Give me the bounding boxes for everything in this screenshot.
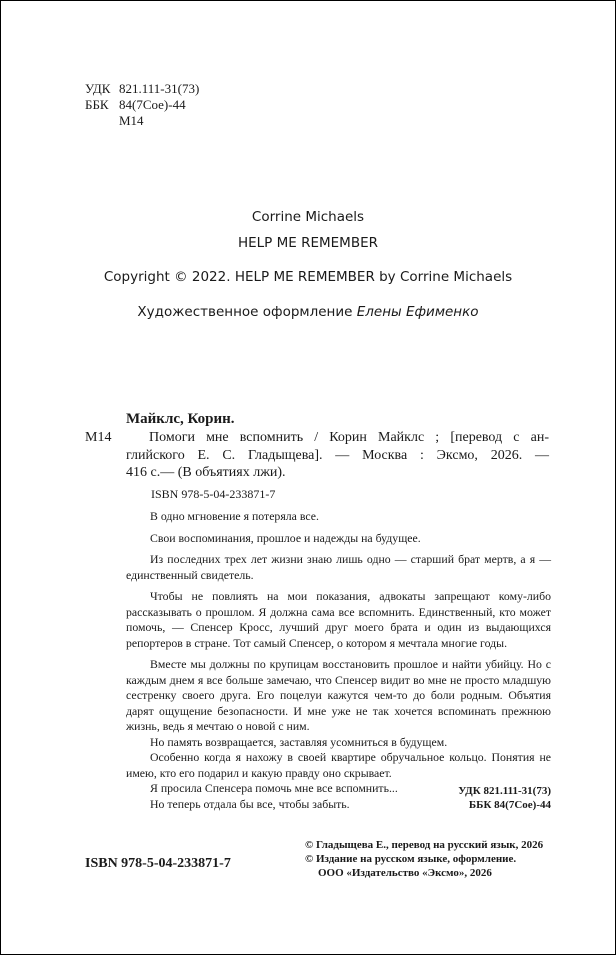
udk-right: УДК 821.111-31(73) <box>458 785 551 797</box>
bbk-value: 84(7Сое)-44 <box>119 97 186 112</box>
author-code: М14 <box>119 113 144 128</box>
bib-line-3: 416 с.— (В объятиях лжи). <box>126 465 286 480</box>
design-credit <box>1 304 615 320</box>
bib-line-2: глийского Е. С. Гладыщева]. — Москва : Эксмо, 2026. — <box>126 447 549 463</box>
annotation-paragraph: Из последних трех лет жизни знаю лишь одно — старший брат мертв, а я — единственный свидетель. <box>126 552 551 582</box>
annotation-paragraph: Я просила Спенсера помочь мне все вспомнить... <box>150 781 398 795</box>
annotation-paragraph: Чтобы не повлиять на мои показания, адвокаты запрещают кому-либо рассказывать о прошлом. Я должна сама все вспомнить. Единственный, кто может помочь, — Спенсер Кросс, лучший друг моего брата и один из выдающихся репортеров в стране. Тот самый Спенсер, о котором я мечтала многие годы. <box>126 589 551 650</box>
bbk-label: ББК <box>85 97 109 112</box>
design-name: Елены Ефименко <box>356 304 479 320</box>
udk-label: УДК <box>85 81 111 96</box>
copyright-translation: © Гладыщева Е., перевод на русский язык, 2026 <box>305 839 544 851</box>
copyright-edition: © Издание на русском языке, оформление. <box>305 853 517 865</box>
annotation-paragraph: Особенно когда я нахожу в своей квартире обручальное кольцо. Понятия не имею, кто его подарил и какую правду оно скрывает. <box>126 750 551 780</box>
bibliographic-author: Майклс, Корин. <box>126 411 235 427</box>
annotation-paragraph: Но память возвращается, заставляя усомниться в будущем. <box>150 734 448 749</box>
annotation-paragraph: В одно мгновение я потеряла все. <box>150 509 319 523</box>
annotation-paragraph: Свои воспоминания, прошлое и надежды на будущее. <box>150 530 421 545</box>
udc-classification-block <box>85 81 199 129</box>
udc-right-block <box>438 784 551 812</box>
isbn-small: ISBN 978-5-04-233871-7 <box>151 487 276 501</box>
annotation-paragraph: Вместе мы должны по крупицам восстановить прошлое и найти убийцу. Но с каждым днем я все больше замечаю, что Спенсер видит во мне не просто младшую сестренку своего друга. Его поцелуи кажутся чем-то до боли родным. Объятия дарят ощущение безопасности. И мне уже не так хочется вспоминать прежнюю жизнь, ведь я мечтаю о новой с ним. <box>126 657 551 733</box>
bibliographic-code: М14 <box>85 430 112 445</box>
bbk-right: ББК 84(7Сое)-44 <box>468 799 551 811</box>
annotation <box>126 509 551 812</box>
annotation-paragraph: Но теперь отдала бы все, чтобы забыть. <box>150 796 350 811</box>
original-title: HELP ME REMEMBER <box>237 235 378 251</box>
copyright-line: Copyright © 2022. HELP ME REMEMBER by Corrine Michaels <box>103 269 513 285</box>
isbn-bottom: ISBN 978-5-04-233871-7 <box>85 856 231 871</box>
copyright-publisher: ООО «Издательство «Эксмо», 2026 <box>318 867 492 879</box>
bibliographic-description <box>126 429 549 482</box>
copyright-notices <box>305 838 543 880</box>
udk-value: 821.111-31(73) <box>119 81 200 96</box>
design-label: Художественное оформление <box>137 304 353 320</box>
original-author: Corrine Michaels <box>251 209 365 225</box>
bib-line-1: Помоги мне вспомнить / Корин Майклс ; [перевод с ан- <box>149 430 549 445</box>
